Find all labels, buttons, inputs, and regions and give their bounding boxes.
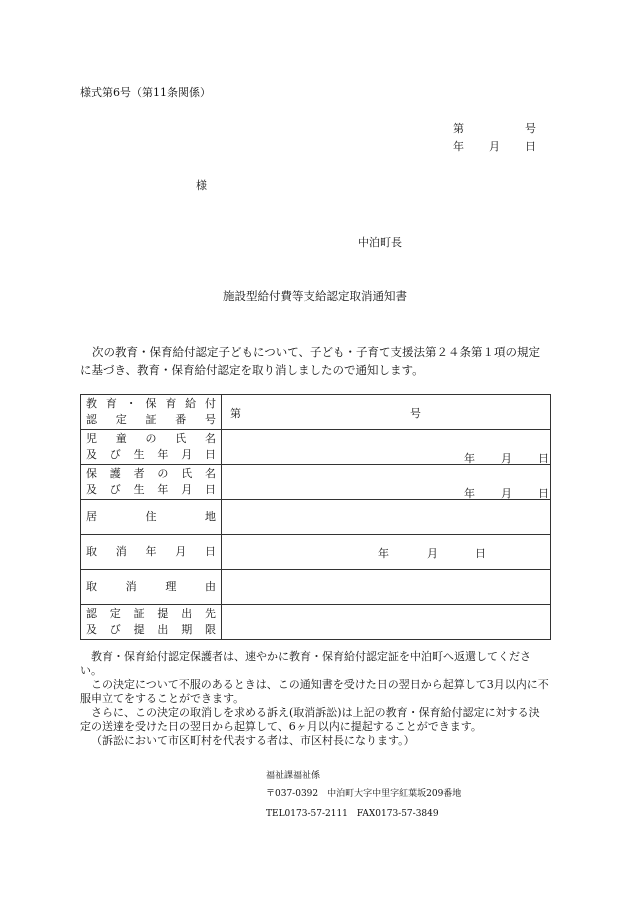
note-lawsuit: さらに、この決定の取消しを求める訴え(取消訴訟)は上記の教育・保育給付認定に対する決定の送達を受けた日の翌日から起算して、6ヶ月以内に提起することができます。 xyxy=(80,706,540,733)
issuer-name: 中泊町長 xyxy=(358,236,402,249)
table-row xyxy=(81,395,551,430)
label-line: 取消理由 xyxy=(86,580,216,593)
label-line: 取消年月日 xyxy=(86,545,216,558)
issue-date-month: 月 xyxy=(489,140,500,153)
cert-number-go: 号 xyxy=(410,407,421,420)
table-row xyxy=(81,500,551,535)
table-row xyxy=(81,570,551,605)
guardian-name-birthdate-field xyxy=(222,465,551,500)
label-line: 及び提出期限 xyxy=(86,623,216,636)
label-line: 及び生年月日 xyxy=(86,483,216,496)
contact-phone-fax: TEL0173-57-2111 FAX0173-57-3849 xyxy=(266,809,439,819)
notes xyxy=(80,650,550,748)
submission-field xyxy=(222,605,551,640)
label-line: 居住地 xyxy=(86,510,216,523)
document-title: 施設型給付費等支給認定取消通知書 xyxy=(223,289,407,303)
cancellation-table xyxy=(80,394,551,640)
label-line: 保護者の氏名 xyxy=(86,467,216,480)
note-return-certificate: 教育・保育給付認定保護者は、速やかに教育・保育給付認定証を中泊町へ返還してください。 xyxy=(80,650,531,677)
child-birth-year: 年 xyxy=(464,452,475,465)
child-birth-month: 月 xyxy=(501,452,512,465)
doc-number-go: 号 xyxy=(525,122,536,135)
label-line: 認定証番号 xyxy=(86,413,216,426)
label-line: 教育・保育給付 xyxy=(86,397,216,410)
row-label-cert-number xyxy=(81,395,222,430)
address-field xyxy=(222,500,551,535)
child-name-birthdate-field xyxy=(222,430,551,465)
guardian-birth-day: 日 xyxy=(538,487,549,500)
row-label-cancel-reason xyxy=(81,570,222,605)
guardian-birth-month: 月 xyxy=(501,487,512,500)
cancel-month: 月 xyxy=(427,547,438,560)
recipient-suffix: 様 xyxy=(196,179,207,192)
label-line: 児童の氏名 xyxy=(86,432,216,445)
row-label-guardian xyxy=(81,465,222,500)
table-row xyxy=(81,535,551,570)
table-row xyxy=(81,465,551,500)
row-label-cancel-date xyxy=(81,535,222,570)
table-row xyxy=(81,605,551,640)
note-objection: この決定について不服のあるときは、この通知書を受けた日の翌日から起算して3月以内に不服申立てをすることができます。 xyxy=(80,678,549,705)
issue-date-day: 日 xyxy=(525,140,536,153)
guardian-birth-year: 年 xyxy=(464,487,475,500)
contact-address: 〒037-0392 中泊町大字中里字紅葉坂209番地 xyxy=(266,789,462,799)
row-label-child xyxy=(81,430,222,465)
cert-number-field xyxy=(222,395,551,430)
issue-date-year: 年 xyxy=(453,140,464,153)
row-label-submission xyxy=(81,605,222,640)
cancel-day: 日 xyxy=(475,547,486,560)
cancel-year: 年 xyxy=(378,547,389,560)
cancel-date-field xyxy=(222,535,551,570)
contact-department: 福祉課福祉係 xyxy=(266,771,321,781)
intro-paragraph: 次の教育・保育給付認定子どもについて、子ども・子育て支援法第２４条第１項の規定に基づき、教育・保育給付認定を取り消しましたので通知します。 xyxy=(80,345,541,377)
table-row xyxy=(81,430,551,465)
child-birth-day: 日 xyxy=(538,452,549,465)
cancel-reason-field xyxy=(222,570,551,605)
form-number: 様式第6号（第11条関係） xyxy=(80,86,211,99)
note-representative: （訴訟において市区町村を代表する者は、市区村長になります。） xyxy=(91,734,415,747)
label-line: 認定証提出先 xyxy=(86,607,216,620)
label-line: 及び生年月日 xyxy=(86,448,216,461)
doc-number-dai: 第 xyxy=(453,122,464,135)
row-label-address xyxy=(81,500,222,535)
cert-number-dai: 第 xyxy=(230,407,241,420)
